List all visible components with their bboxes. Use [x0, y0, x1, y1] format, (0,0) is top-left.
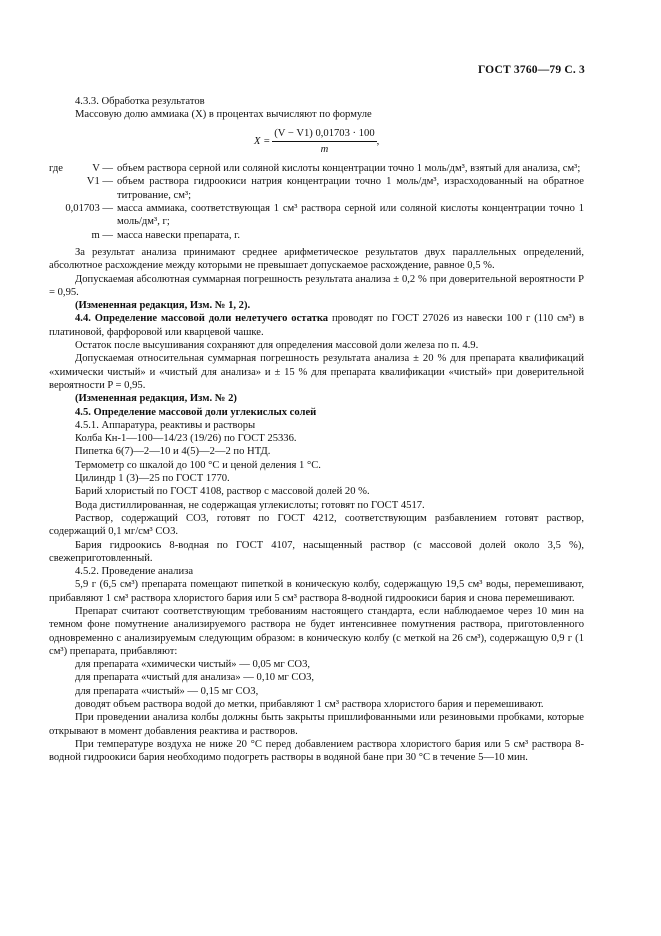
- formula-definitions: [49, 162, 584, 242]
- definition-text: объем раствора серной или соляной кислоты концентрации точно 1 моль/дм³, взятый для анализа, см³;: [117, 163, 581, 175]
- definition-symbol: V1 —: [86, 176, 113, 188]
- formula-tail: ,: [376, 135, 380, 147]
- definition-text: масса навески препарата, г.: [117, 229, 240, 241]
- section-4-4: [49, 312, 584, 339]
- paragraph: Остаток после высушивания сохраняют для определения массовой доли железа по п. 4.9.: [75, 340, 479, 352]
- formula-denominator: m: [320, 143, 329, 155]
- definition-symbol: 0,01703 —: [65, 203, 113, 215]
- paragraph: Допускаемая абсолютная суммарная погрешность результата анализа ± 0,2 % при доверительной вероятности P = 0,95.: [49, 273, 584, 298]
- edit-note: (Измененная редакция, Изм. № 1, 2).: [75, 300, 251, 312]
- paragraph: Бария гидроокись 8-водная по ГОСТ 4107, насыщенный раствор (с массовой долей около 3,5 %), свежеприготовленный.: [49, 539, 584, 564]
- section-4-5-title: 4.5. Определение массовой доли углекислых солей: [75, 406, 317, 418]
- definition-row: [49, 162, 584, 175]
- formula-intro: Массовую долю аммиака (X) в процентах вычисляют по формуле: [75, 109, 372, 121]
- list-item: Цилиндр 1 (3)—25 по ГОСТ 1770.: [75, 473, 230, 485]
- paragraph: При температуре воздуха не ниже 20 °С перед добавлением раствора хлористого бария или 5 см³ раствора 8-водной гидроокиси бария необходимо подогреть растворы в водяной бане при 30 °С в течение 5—10 мин.: [49, 738, 584, 764]
- list-item: для препарата «химически чистый» — 0,05 мг CO3,: [75, 659, 311, 671]
- paragraph: За результат анализа принимают среднее арифметическое результатов двух параллельных определений, абсолютное расхождение между которыми не превышает допускаемое расхождение, равное 0,5 %.: [49, 246, 584, 272]
- list-item: для препарата «чистый» — 0,15 мг CO3,: [75, 685, 259, 697]
- where-label: где: [49, 163, 63, 175]
- list-item: Барий хлористый по ГОСТ 4108, раствор с массовой долей 20 %.: [75, 486, 370, 498]
- paragraph: Раствор, содержащий CO3, готовят по ГОСТ 4212, соответствующим разбавлением готовят раствор, содержащий 0,1 мг/см³ CO3.: [49, 512, 584, 538]
- document-body: [49, 95, 584, 765]
- list-item: Колба Кн-1—100—14/23 (19/26) по ГОСТ 25336.: [75, 433, 297, 445]
- section-4-5-2-heading: 4.5.2. Проведение анализа: [75, 566, 194, 578]
- formula-numerator: (V − V1) 0,01703 · 100: [272, 127, 376, 142]
- definition-row: [49, 229, 584, 242]
- formula-fraction: [272, 127, 376, 157]
- paragraph: доводят объем раствора водой до метки, прибавляют 1 см³ раствора хлористого бария и перемешивают.: [75, 699, 544, 711]
- definition-symbol: m —: [91, 229, 113, 241]
- paragraph: При проведении анализа колбы должны быть закрыты пришлифованными или резиновыми пробками, которые открывают в момент добавления реактива и растворов.: [49, 712, 584, 737]
- list-item: для препарата «чистый для анализа» — 0,10 мг CO3,: [75, 672, 315, 684]
- paragraph: Допускаемая относительная суммарная погрешность результата анализа ± 20 % для препарата квалификаций «химически чистый» и «чистый для анализа» и ± 15 % для препарата квалификации «чистый» при доверительной вероятности P = 0,95.: [49, 353, 584, 391]
- definition-symbol: V —: [92, 163, 113, 175]
- list-item: Термометр со шкалой до 100 °С и ценой деления 1 °С.: [75, 459, 321, 471]
- section-4-4-title: 4.4. Определение массовой доли нелетучего остатка: [75, 313, 329, 325]
- definition-text: объем раствора гидроокиси натрия концентрации точно 1 моль/дм³, израсходованный на обратное титрование, см³;: [117, 176, 584, 201]
- page-header: ГОСТ 3760—79 С. 3: [477, 64, 585, 76]
- formula-lhs: X =: [254, 135, 271, 147]
- definition-row: [49, 175, 584, 202]
- section-4-5-1-heading: 4.5.1. Аппаратура, реактивы и растворы: [75, 419, 256, 431]
- section-4-3-3-heading: 4.3.3. Обработка результатов: [75, 96, 205, 107]
- definition-text: масса аммиака, соответствующая 1 см³ раствора серной или соляной кислоты концентрации точно 1 моль/дм³, г;: [117, 203, 584, 228]
- section-4-4-text: проводят по ГОСТ 27026 из навески 100 г (110 см³) в платиновой, фарфоровой или кварцевой чашке.: [49, 313, 585, 338]
- edit-note: (Измененная редакция, Изм. № 2): [75, 393, 237, 405]
- definition-row: [49, 202, 584, 229]
- paragraph: Препарат считают соответствующим требованиям настоящего стандарта, если наблюдаемое через 10 мин на темном фоне помутнение анализируемого раствора не будет интенсивнее помутнения раствора, приготовленного одновременно с анализируемым следующим образом: в коническую колбу (с меткой на 26 см³), содержащую 0,9 г (1 см³) препарата, прибавляют:: [49, 605, 584, 657]
- paragraph: 5,9 г (6,5 см³) препарата помещают пипеткой в коническую колбу, содержащую 19,5 см³ воды, перемешивают, прибавляют 1 см³ раствора хлористого бария или 5 см³ раствора 8-водной гидроокиси бария и снова перемешивают.: [49, 579, 584, 604]
- ammonia-formula: [254, 127, 584, 157]
- list-item: Пипетка 6(7)—2—10 и 4(5)—2—2 по НТД.: [75, 446, 271, 458]
- list-item: Вода дистиллированная, не содержащая углекислоты; готовят по ГОСТ 4517.: [75, 499, 425, 511]
